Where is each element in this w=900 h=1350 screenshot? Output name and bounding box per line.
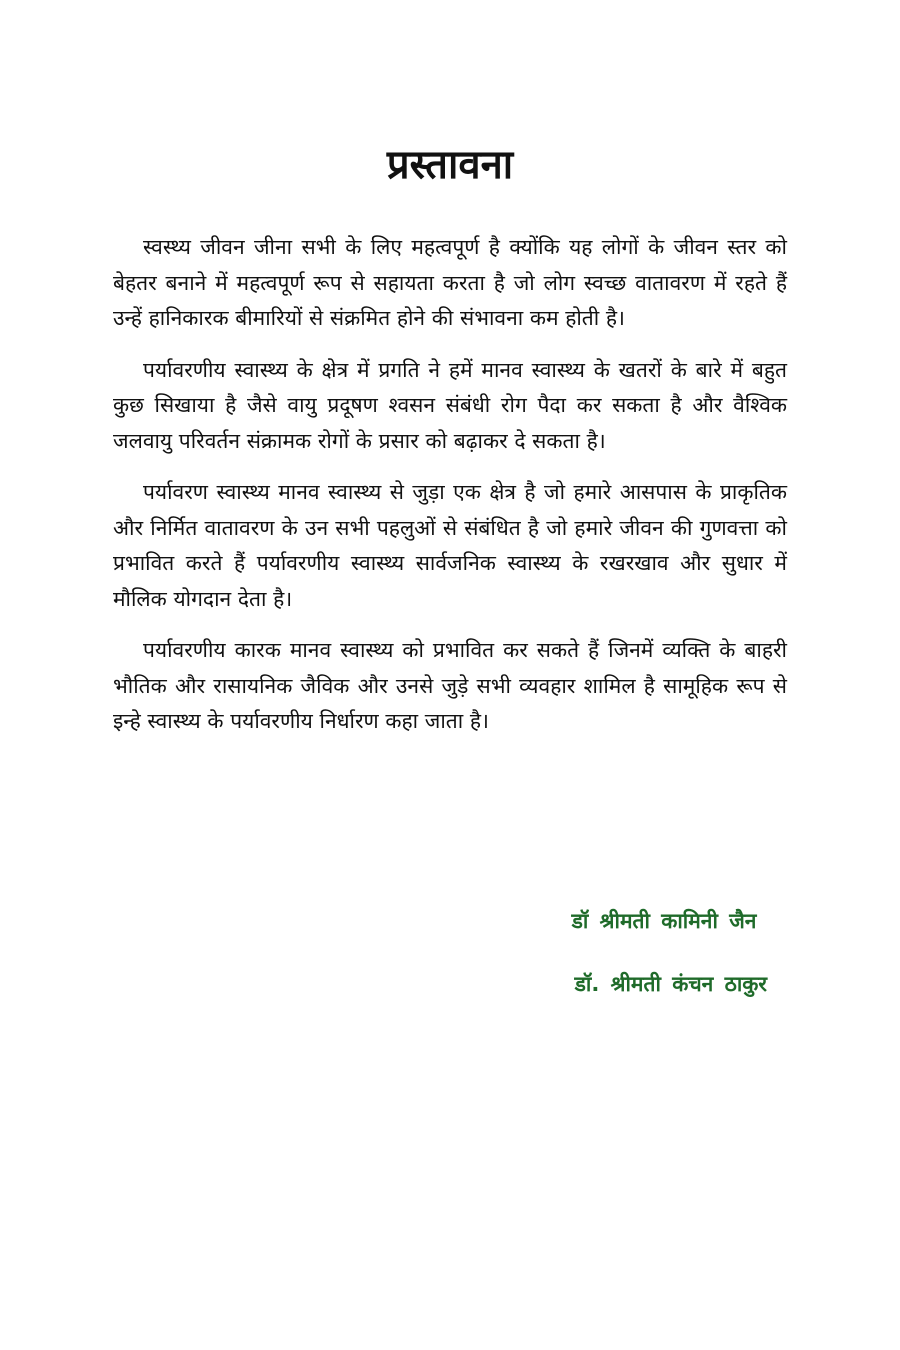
preface-page (113, 138, 787, 756)
author-signature-1: डॉ श्रीमती कामिनी जैन (571, 909, 757, 933)
paragraph-4: पर्यावरणीय कारक मानव स्वास्थ्य को प्रभावित कर सकते हैं जिनमें व्यक्ति के बाहरी भौतिक और रासायनिक जैविक और उनसे जुड़े सभी व्यवहार शामिल है सामूहिक रूप से इन्हे स्वास्थ्य के पर्यावरणीय निर्धारण कहा जाता है। (113, 638, 787, 733)
paragraph-1: स्वस्थ्य जीवन जीना सभी के लिए महत्वपूर्ण है क्योंकि यह लोगों के जीवन स्तर को बेहतर बनाने में महत्वपूर्ण रूप से सहायता करता है जो लोग स्वच्छ वातावरण में रहते हैं उन्हें हानिकारक बीमारियों से संक्रमित होने की संभावना कम होती है। (113, 235, 787, 330)
author-signatures (572, 903, 767, 1029)
page-title: प्रस्तावना (386, 142, 514, 188)
paragraph-2: पर्यावरणीय स्वास्थ्य के क्षेत्र में प्रगति ने हमें मानव स्वास्थ्य के खतरों के बारे में बहुत कुछ सिखाया है जैसे वायु प्रदूषण श्वसन संबंधी रोग पैदा कर सकता है और वैश्विक जलवायु परिवर्तन संक्रामक रोगों के प्रसार को बढ़ाकर दे सकता है। (113, 357, 787, 453)
author-signature-2: डॉ. श्रीमती कंचन ठाकुर (574, 972, 767, 996)
paragraph-3: पर्यावरण स्वास्थ्य मानव स्वास्थ्य से जुड़ा एक क्षेत्र है जो हमारे आसपास के प्राकृतिक और निर्मित वातावरण के उन सभी पहलुओं से संबंधित है जो हमारे जीवन की गुणवत्ता को प्रभावित करते हैं पर्यावरणीय स्वास्थ्य सार्वजनिक स्वास्थ्य के रखरखाव और सुधार में मौलिक योगदान देता है। (113, 480, 787, 611)
